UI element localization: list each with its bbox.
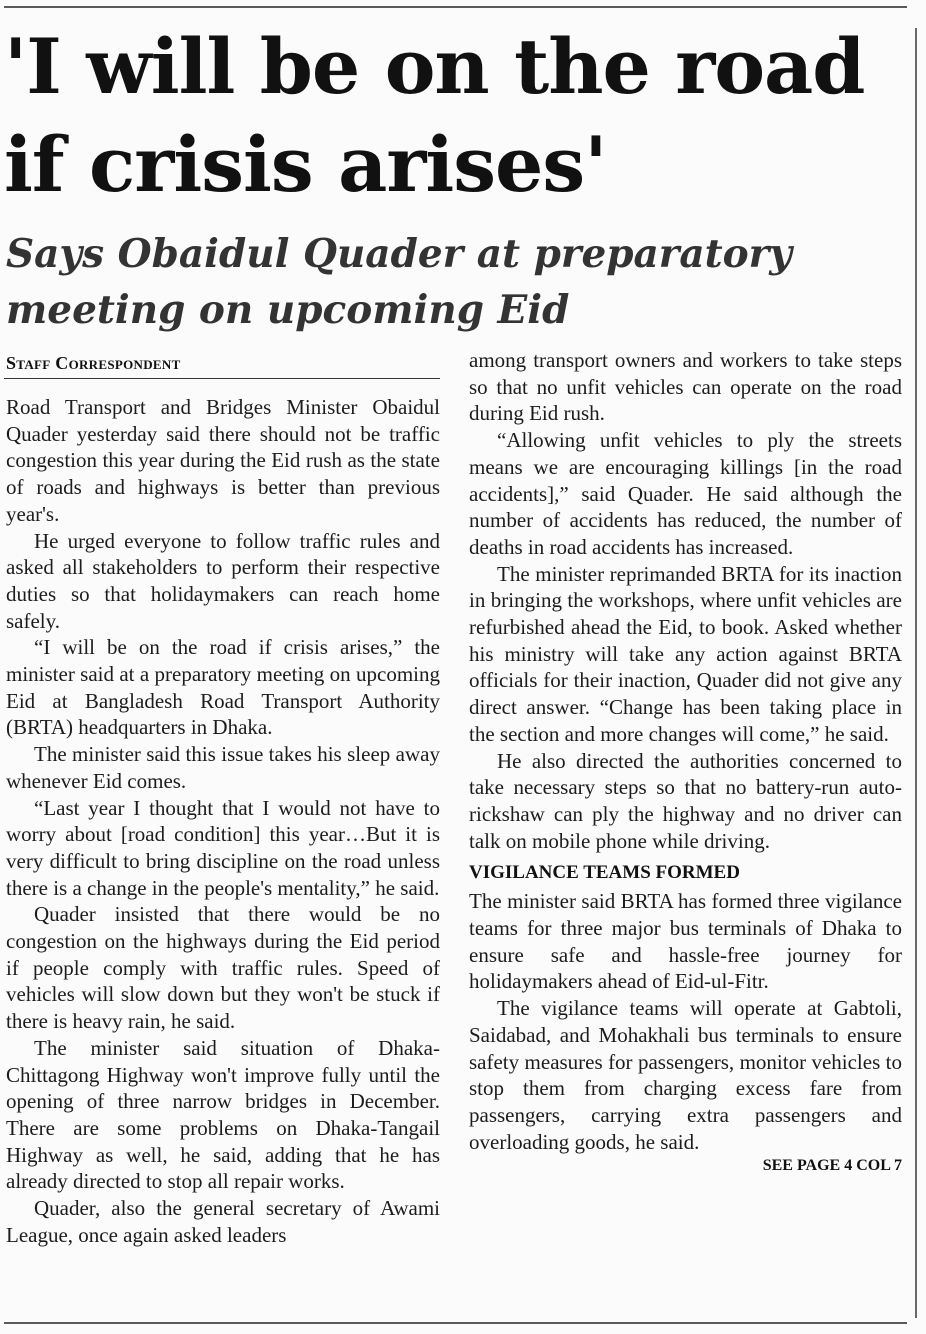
byline-rule [4, 378, 440, 379]
column-rule [915, 28, 917, 1318]
paragraph: He urged everyone to follow traffic rules and asked all stakeholders to perform their respective duties so that holidaymakers can reach home safely. [6, 528, 440, 633]
paragraph: “I will be on the road if crisis arises,” the minister said at a preparatory meeting on upcoming Eid at Bangladesh Road Transport Authority (BRTA) headquarters in Dhaka. [6, 635, 440, 740]
paragraph: “Allowing unfit vehicles to ply the streets means we are encouraging killings [in the road accidents],” said Quader. He said although the number of accidents has reduced, the number of deaths in road accidents has increased. [469, 428, 902, 559]
right-column [469, 347, 902, 1177]
paragraph: Quader, also the general secretary of Awami League, once again asked leaders [6, 1196, 440, 1247]
paragraph: The minister said situation of Dhaka-Chittagong Highway won't improve fully until the opening of three narrow bridges in December. There are some problems on Dhaka-Tangail Highway as well, he said, adding that he has already directed to stop all repair works. [6, 1035, 440, 1194]
continued-on-page-link[interactable]: SEE PAGE 4 COL 7 [762, 1157, 902, 1175]
paragraph: He also directed the authorities concerned to take necessary steps so that no battery-run auto-rickshaw can ply the highway and no driver can talk on mobile phone while driving. [469, 748, 902, 853]
bottom-rule [4, 1322, 907, 1324]
byline: Staff Correspondent [6, 353, 181, 373]
paragraph: Quader insisted that there would be no congestion on the highways during the Eid period if people comply with traffic rules. Speed of vehicles will slow down but they won't be stuck if there is heavy rain, he said. [6, 902, 440, 1034]
paragraph: The minister reprimanded BRTA for its inaction in bringing the workshops, where unfit vehicles are refurbished ahead the Eid, to book. Asked whether his ministry will take any action against BRTA officials for their inaction, Quader did not give any direct answer. “Change has been taking place in the section and more changes will come,” he said. [469, 561, 902, 746]
paragraph: The minister said BRTA has formed three vigilance teams for three major bus terminals of Dhaka to ensure safe and hassle-free journey for holidaymakers ahead of Eid-ul-Fitr. [469, 889, 902, 994]
subheadline: Says Obaidul Quader at preparatory meeting on upcoming Eid [6, 231, 792, 333]
headline: 'I will be on the road if crisis arises' [4, 22, 865, 209]
section-heading: VIGILANCE TEAMS FORMED [469, 862, 740, 884]
paragraph: The minister said this issue takes his sleep away whenever Eid comes. [6, 742, 440, 793]
paragraph: The vigilance teams will operate at Gabtoli, Saidabad, and Mohakhali bus terminals to ensure safety measures for passengers, monitor vehicles to stop them from charging excess fare from passengers, carrying extra passengers and overloading goods, he said. [469, 996, 902, 1154]
paragraph: “Last year I thought that I would not have to worry about [road condition] this year…But it is very difficult to bring discipline on the road unless there is a change in the people's mentality,” he said. [6, 795, 440, 900]
paragraph: Road Transport and Bridges Minister Obaidul Quader yesterday said there should not be traffic congestion this year during the Eid rush as the state of roads and highways is better than previous year's. [6, 395, 440, 526]
left-column [6, 394, 440, 1249]
paragraph: among transport owners and workers to take steps so that no unfit vehicles can operate on the road during Eid rush. [469, 348, 902, 426]
top-rule [4, 6, 907, 8]
